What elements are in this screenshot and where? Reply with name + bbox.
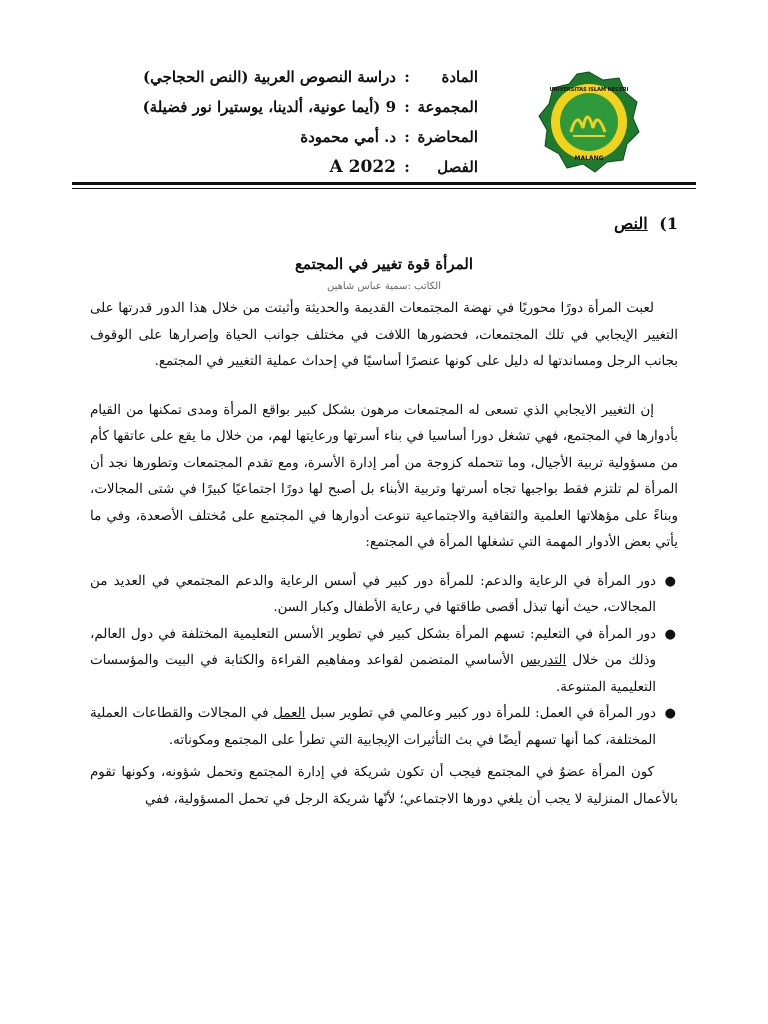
- bullet-icon: ●: [664, 626, 676, 642]
- meta-key: المحاضرة: [417, 128, 478, 146]
- header-divider-thin: [72, 188, 696, 189]
- list-item-text: دور المرأة في التعليم: تسهم المرأة بشكل كبير في تطوير الأسس التعليمية المختلفة في دول العالم، وذلك من خلال: [90, 626, 656, 668]
- bullet-icon: ●: [664, 573, 676, 589]
- header-divider: [72, 182, 696, 185]
- meta-separator: :: [404, 68, 410, 86]
- underlined-word: التدريس: [520, 653, 567, 668]
- meta-separator: :: [404, 98, 410, 116]
- meta-value: 9 (أيما عونية، ألدينا، يوستيرا نور فضيلة): [142, 98, 396, 116]
- meta-row-lecturer: [78, 122, 478, 152]
- article-byline: الكاتب :سمية عباس شاهين: [326, 281, 441, 292]
- list-item: [90, 622, 676, 702]
- meta-key: المادة: [441, 68, 478, 86]
- list-item-text-end: في المجالات والقطاعات العملية المختلفة، كما أنها تسهم أيضًا في بث التأثيرات الإيجابية التي تطرأ على المجتمع ومكوناته.: [90, 706, 656, 748]
- paragraph-1: لعبت المرأة دورًا محوريًا في نهضة المجتمعات القديمة والحديثة وأثبتت من خلال هذا الدور قدرتها على التغيير الإيجابي في تلك المجتمعات، فحضورها اللافت في مختلف جوانب الحياة وإصرارها على الوقوف بجانب الرجل ومساندتها له دليل على كونها عنصرًا أساسيًا في إحداث عملية التغيير في المجتمع.: [90, 301, 678, 369]
- meta-row-subject: [78, 62, 478, 92]
- underlined-word: العمل: [273, 706, 306, 721]
- list-item: [90, 701, 676, 754]
- meta-value: د. أمي محمودة: [300, 128, 396, 146]
- main-content: [90, 214, 678, 813]
- paragraph-2: إن التغيير الايجابي الذي تسعى له المجتمعات مرهون بشكل كبير بواقع المرأة ومدى تمكنها من القيام بأدوارها في المجتمع، فهي تشغل دورا أساسيا في بناء أسرتها ورعايتها لهم، من خلال ما يقع على عاتقها كأم من مسؤولية تربية الأجيال، وما تتحمله كزوجة من أمر إدارة الأسرة، ومع تقدم المجتمعات وتطورها نجد أن المرأة لم تلتزم فقط بواجبها تجاه أسرتها وتربية الأبناء بل أصبح لها دورًا اجتماعيًا كبيرًا في شتى المجالات، وبناءً على مؤهلاتها العلمية والثقافية والاجتماعية تنوعت أدوارها في المجتمع على مُختلف الأصعدة، وفي ما يأتي بعض الأدوار المهمة التي تشغلها المرأة في المجتمع:: [90, 402, 678, 550]
- section-number: 1): [659, 214, 678, 233]
- list-item: [90, 569, 676, 622]
- meta-value: دراسة النصوص العربية (النص الحجاجي): [142, 68, 396, 86]
- logo-bottom-text: MALANG: [574, 155, 604, 162]
- university-seal-icon: [537, 70, 641, 174]
- meta-separator: :: [404, 158, 410, 176]
- header-meta: [78, 62, 478, 182]
- section-title: النص: [613, 214, 648, 233]
- meta-value: 2022 A: [329, 157, 396, 177]
- meta-row-group: [78, 92, 478, 122]
- bullet-icon: ●: [664, 706, 676, 721]
- meta-separator: :: [404, 128, 410, 146]
- section-heading: [90, 214, 678, 233]
- list-item-text: دور المرأة في العمل: للمرأة دور كبير وعالمي في تطوير سبل: [305, 706, 656, 721]
- meta-key: الفصل: [437, 158, 478, 176]
- list-item-text-end: الأساسي المتضمن لقواعد ومفاهيم القراءة والكتابة في البيت والمؤسسات التعليمية المتنوعة.: [90, 653, 656, 695]
- roles-list: [90, 569, 678, 755]
- logo-top-text: UNIVERSITAS ISLAM NEGERI: [549, 87, 629, 93]
- meta-row-class: [78, 152, 478, 182]
- meta-key: المجموعة: [417, 98, 478, 116]
- article-title: المرأة قوة تغيير في المجتمع: [294, 255, 474, 273]
- paragraph-3: كون المرأة عضوٌ في المجتمع فيجب أن تكون شريكة في إدارة المجتمع وتحمل شؤونه، وكونها تقوم بالأعمال المنزلية لا يجب أن يلغي دورها الاجتماعي؛ لأنّها شريكة الرجل في تحمل المسؤولية، ففي: [90, 765, 678, 807]
- list-item-text: دور المرأة في الرعاية والدعم: للمرأة دور كبير في أسس الرعاية والدعم المجتمعي في العديد من المجالات، حيث أنها تبذل أقصى طاقتها في رعاية الأطفال وكبار السن.: [90, 573, 656, 615]
